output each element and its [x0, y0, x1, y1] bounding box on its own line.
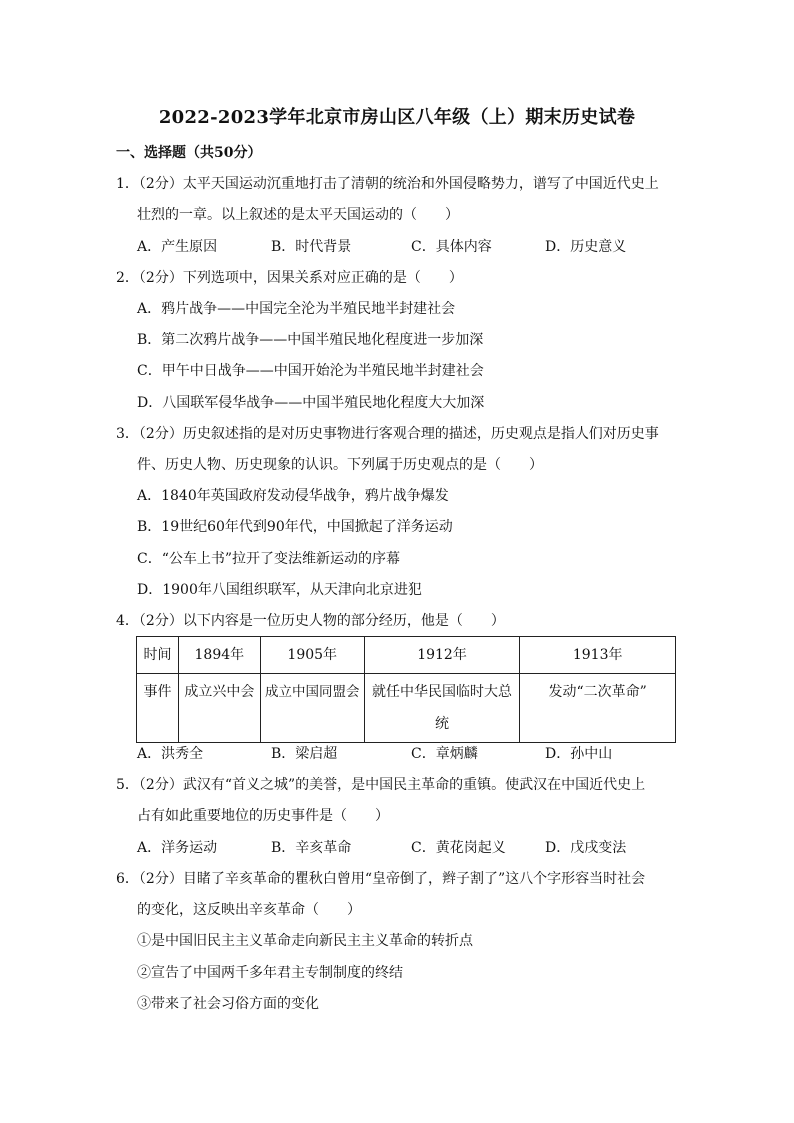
- table-header-cell: 1905年: [260, 637, 364, 674]
- table-header-cell: 1913年: [520, 637, 676, 674]
- question-3-option-b[interactable]: B．19世纪60年代到90年代，中国掀起了洋务运动: [137, 519, 453, 535]
- table-cell: [364, 674, 520, 743]
- biography-table: [136, 636, 676, 743]
- table-cell: 成立兴中会: [178, 674, 260, 743]
- page-title: 2022-2023学年北京市房山区八年级（上）期末历史试卷: [158, 107, 636, 128]
- option-c[interactable]: C．具体内容: [411, 239, 492, 255]
- question-3-option-d[interactable]: D．1900年八国组织联军，从天津向北京进犯: [137, 582, 422, 598]
- option-b[interactable]: B．时代背景: [271, 239, 352, 255]
- statement-3: ③带来了社会习俗方面的变化: [137, 996, 319, 1012]
- table-row: [137, 674, 676, 743]
- section-heading: 一、选择题（共50分）: [116, 145, 262, 161]
- question-2-option-d[interactable]: D．八国联军侵华战争——中国半殖民地化程度大大加深: [137, 395, 485, 411]
- question-1-options: [137, 237, 677, 257]
- option-a[interactable]: A．产生原因: [137, 239, 218, 255]
- question-4-options: [137, 744, 677, 764]
- option-a[interactable]: A．洪秀全: [137, 746, 204, 762]
- option-c[interactable]: C．黄花岗起义: [411, 840, 506, 856]
- option-a[interactable]: A．洋务运动: [137, 840, 218, 856]
- statement-1: ①是中国旧民主主义革命走向新民主主义革命的转折点: [137, 933, 473, 949]
- question-1-line-2: 壮烈的一章。以上叙述的是太平天国运动的（ ）: [137, 207, 459, 223]
- option-d[interactable]: D．历史意义: [545, 239, 627, 255]
- question-6-line-2: 的变化，这反映出辛亥革命（ ）: [137, 902, 361, 918]
- question-3-line-2: 件、历史人物、历史现象的认识。下列属于历史观点的是（ ）: [137, 457, 543, 473]
- option-b[interactable]: B．梁启超: [271, 746, 338, 762]
- table-cell-text: 就任中华民国临时大总统: [372, 684, 513, 732]
- table-cell: 发动“二次革命”: [520, 674, 676, 743]
- table-cell: 事件: [137, 674, 179, 743]
- question-2-option-c[interactable]: C．甲午中日战争——中国开始沦为半殖民地半封建社会: [137, 363, 484, 379]
- table-header-cell: 1894年: [178, 637, 260, 674]
- question-3-option-a[interactable]: A．1840年英国政府发动侵华战争，鸦片战争爆发: [137, 488, 449, 504]
- option-d[interactable]: D．孙中山: [545, 746, 613, 762]
- question-2-option-a[interactable]: A．鸦片战争——中国完全沦为半殖民地半封建社会: [137, 301, 456, 317]
- option-c[interactable]: C．章炳麟: [411, 746, 478, 762]
- question-5-options: [137, 838, 677, 858]
- table-header-row: [137, 637, 676, 674]
- question-2-option-b[interactable]: B．第二次鸦片战争——中国半殖民地化程度进一步加深: [137, 332, 484, 348]
- table-header-cell: 1912年: [364, 637, 520, 674]
- option-b[interactable]: B．辛亥革命: [271, 840, 352, 856]
- question-3-line-1: 3．（2分）历史叙述指的是对历史事物进行客观合理的描述，历史观点是指人们对历史事: [116, 426, 659, 442]
- option-d[interactable]: D．戊戌变法: [545, 840, 627, 856]
- question-3-option-c[interactable]: C．“公车上书”拉开了变法维新运动的序幕: [137, 551, 401, 567]
- table-header-cell: 时间: [137, 637, 179, 674]
- statement-2: ②宣告了中国两千多年君主专制制度的终结: [137, 965, 403, 981]
- question-6-line-1: 6．（2分）目睹了辛亥革命的瞿秋白曾用“皇帝倒了，辫子割了”这八个字形容当时社会: [116, 871, 646, 887]
- question-4-line-1: 4．（2分）以下内容是一位历史人物的部分经历，他是（ ）: [116, 613, 505, 629]
- question-1-line-1: 1．（2分）太平天国运动沉重地打击了清朝的统治和外国侵略势力，谱写了中国近代史上: [116, 176, 659, 192]
- table-cell: 成立中国同盟会: [260, 674, 364, 743]
- question-2-line-1: 2．（2分）下列选项中，因果关系对应正确的是（ ）: [116, 270, 463, 286]
- question-5-line-1: 5．（2分）武汉有“首义之城”的美誉，是中国民主革命的重镇。使武汉在中国近代史上: [116, 777, 646, 793]
- question-5-line-2: 占有如此重要地位的历史事件是（ ）: [137, 808, 389, 824]
